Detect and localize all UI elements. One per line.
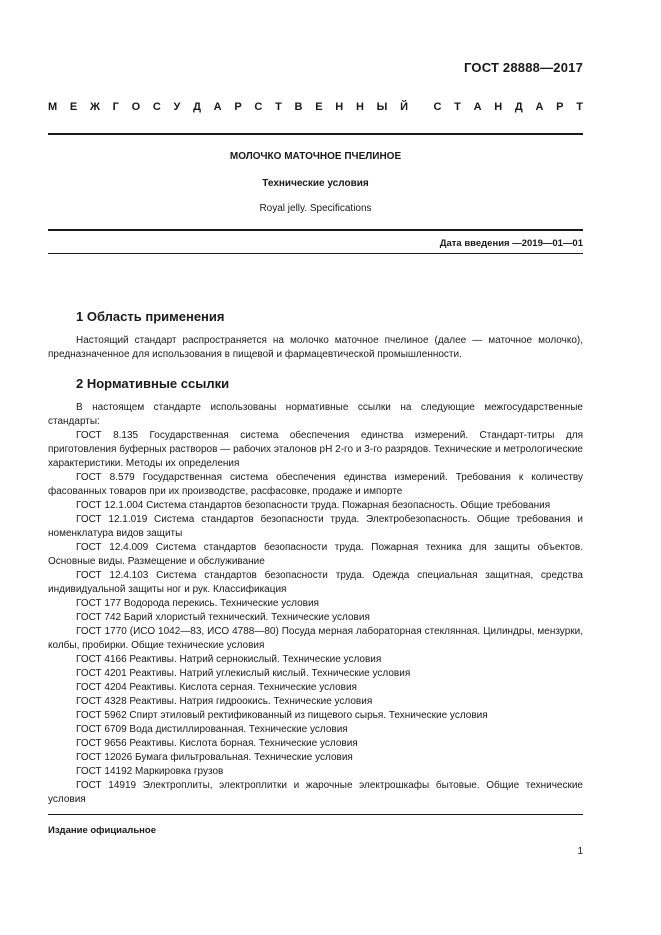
interstate-standard-banner — [48, 101, 583, 113]
banner-letter: О — [131, 101, 141, 113]
section-1-heading: 1 Область применения — [76, 309, 225, 324]
banner-letter: Е — [315, 101, 323, 113]
banner-letter: Р — [556, 101, 564, 113]
banner-letter: В — [294, 101, 303, 113]
banner-letter: Г — [112, 101, 119, 113]
banner-letter: Д — [514, 101, 523, 113]
document-number: ГОСТ 28888—2017 — [464, 60, 583, 75]
reference-item: ГОСТ 12.4.103 Система стандартов безопасности труда. Одежда специальная защитная, средства индивидуальной защиты ног и рук. Классификация — [48, 570, 583, 595]
banner-letter: Р — [234, 101, 242, 113]
section-2-heading: 2 Нормативные ссылки — [76, 376, 230, 391]
banner-letter: Н — [494, 101, 503, 113]
reference-item: ГОСТ 4328 Реактивы. Натрия гидроокись. Технические условия — [76, 696, 373, 707]
references-intro: В настоящем стандарте использованы нормативные ссылки на следующие межгосударственные стандарты: — [48, 402, 583, 427]
reference-item: ГОСТ 4204 Реактивы. Кислота серная. Технические условия — [76, 682, 357, 693]
footer-rule — [48, 814, 583, 815]
banner-letter: Н — [355, 101, 364, 113]
banner-letter: Т — [454, 101, 461, 113]
banner-letter: А — [473, 101, 482, 113]
reference-item: ГОСТ 12.1.004 Система стандартов безопасности труда. Пожарная безопасность. Общие требования — [76, 500, 551, 511]
reference-item: ГОСТ 6709 Вода дистиллированная. Технические условия — [76, 724, 348, 735]
title-rule — [48, 229, 583, 231]
banner-letter: С — [254, 101, 263, 113]
document-subtitle: Технические условия — [262, 178, 369, 189]
section-2-body — [48, 401, 583, 807]
reference-item: ГОСТ 8.135 Государственная система обеспечения единства измерений. Стандарт-титры для приготовления буферных растворов — рабочих эталонов pH 2-го и 3-го разрядов. Технические и метрологические характеристики. Методы их определения — [48, 430, 583, 469]
reference-item: ГОСТ 9656 Реактивы. Кислота борная. Технические условия — [76, 738, 358, 749]
reference-item: ГОСТ 742 Барий хлористый технический. Технические условия — [76, 612, 370, 623]
reference-item: ГОСТ 8.579 Государственная система обеспечения единства измерений. Требования к количеству фасованных товаров при их производстве, расфасовке, продаже и импорте — [48, 472, 583, 497]
banner-letter: У — [173, 101, 181, 113]
banner-letter: М — [48, 101, 58, 113]
section-1-body — [48, 334, 583, 362]
header-rule — [48, 133, 583, 135]
banner-letter: Е — [69, 101, 78, 113]
reference-item: ГОСТ 12.4.009 Система стандартов безопасности труда. Пожарная техника для защиты объектов. Основные виды. Размещение и обслуживание — [48, 542, 583, 567]
document-title: МОЛОЧКО МАТОЧНОЕ ПЧЕЛИНОЕ — [229, 151, 402, 162]
reference-item: ГОСТ 177 Водорода перекись. Технические условия — [76, 598, 319, 609]
banner-letter: Ж — [89, 101, 100, 113]
reference-item: ГОСТ 14919 Электроплиты, электроплитки и жарочные электрошкафы бытовые. Общие технические условия — [48, 780, 583, 805]
reference-item: ГОСТ 1770 (ИСО 1042—83, ИСО 4788—80) Посуда мерная лабораторная стеклянная. Цилиндры, мензурки, колбы, пробирки. Общие технические условия — [48, 626, 583, 651]
reference-item: ГОСТ 12.1.019 Система стандартов безопасности труда. Электробезопасность. Общие требования и номенклатура видов защиты — [48, 514, 583, 539]
banner-letter: Й — [400, 101, 409, 113]
introduction-date: Дата введения —2019—01—01 — [439, 238, 583, 249]
reference-item: ГОСТ 12026 Бумага фильтровальная. Технические условия — [76, 752, 353, 763]
section-1-paragraph: Настоящий стандарт распространяется на молочко маточное пчелиное (далее — маточное молочко), предназначенное для использования в пищевой и фармацевтической промышленности. — [48, 335, 583, 360]
reference-item: ГОСТ 4201 Реактивы. Натрий углекислый кислый. Технические условия — [76, 668, 411, 679]
page-number: 1 — [577, 846, 583, 857]
banner-letter: С — [152, 101, 161, 113]
banner-letter: А — [213, 101, 222, 113]
reference-item: ГОСТ 14192 Маркировка грузов — [76, 766, 224, 777]
banner-letter: С — [433, 101, 442, 113]
document-title-english: Royal jelly. Specifications — [259, 203, 372, 214]
banner-letter: Д — [193, 101, 201, 113]
date-rule — [48, 253, 583, 254]
banner-letter: Т — [275, 101, 282, 113]
edition-label: Издание официальное — [48, 825, 156, 836]
banner-letter: Ы — [376, 101, 388, 113]
reference-item: ГОСТ 5962 Спирт этиловый ректификованный из пищевого сырья. Технические условия — [76, 710, 488, 721]
banner-letter: А — [535, 101, 544, 113]
banner-letter: Т — [576, 101, 583, 113]
banner-letter: Н — [335, 101, 344, 113]
reference-item: ГОСТ 4166 Реактивы. Натрий сернокислый. Технические условия — [76, 654, 382, 665]
